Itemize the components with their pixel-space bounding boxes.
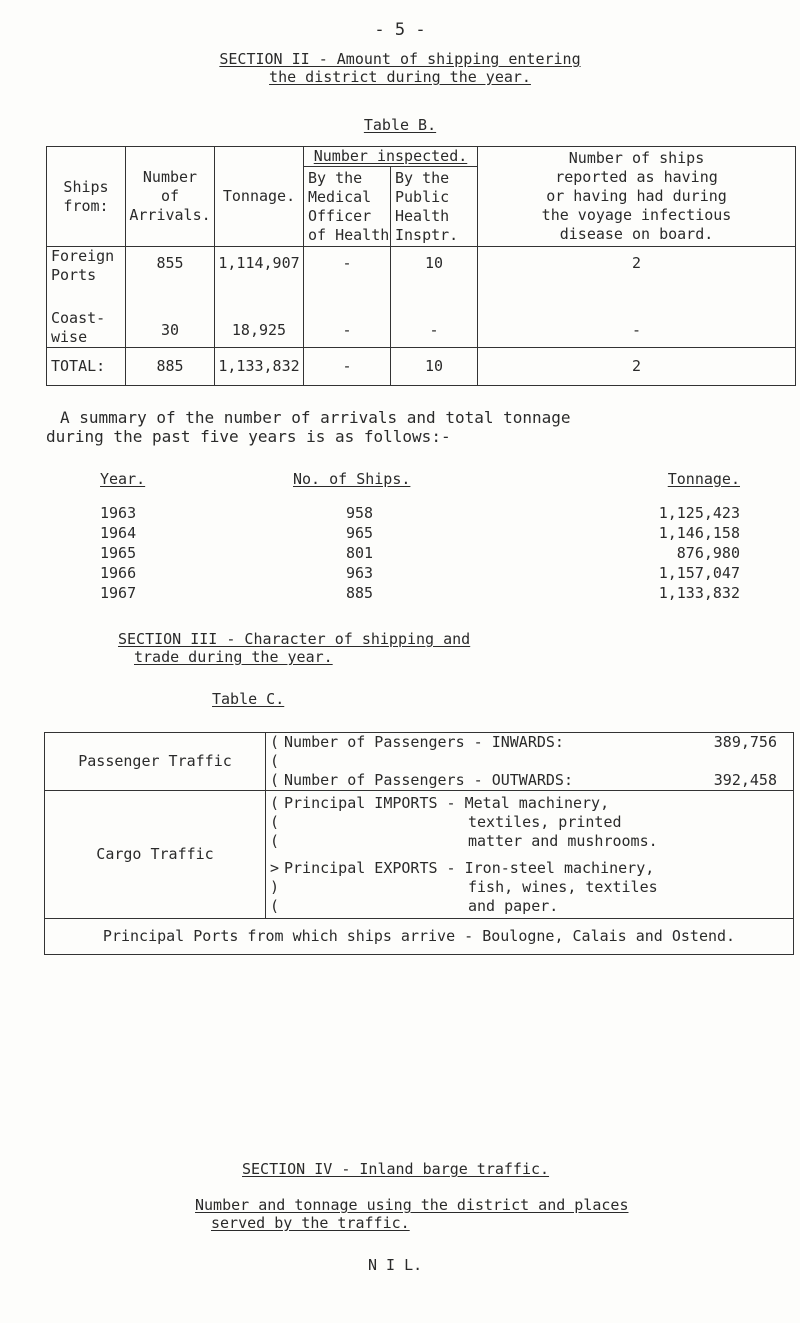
summary-header-row: [100, 470, 740, 494]
cell-text: -: [342, 321, 352, 339]
summary-ships: 965: [346, 524, 374, 542]
cell-text: 2: [631, 254, 642, 272]
exports-line: and paper.: [468, 896, 559, 915]
cargo-values: ( Principal IMPORTS - Metal machinery, ( textiles, printed ( matter and mushrooms. > Principal EXPORTS - Iron-steel machinery, ) fish, wines, textiles ( and paper.: [266, 791, 794, 919]
passenger-label: Passenger Traffic: [45, 733, 266, 791]
summary-year: 1966: [100, 564, 137, 582]
header-text: Insptr.: [395, 225, 459, 244]
section2-heading: [0, 50, 800, 86]
summary-tonnage: 1,157,047: [658, 564, 740, 582]
summary-rows: [100, 504, 740, 604]
summary-row: [100, 524, 740, 544]
header-text: By the: [395, 168, 450, 187]
summary-header-ships: No. of Ships.: [293, 470, 411, 488]
cell-infectious: [478, 247, 796, 348]
summary-row: [100, 544, 740, 564]
passenger-values: ( Number of Passengers - INWARDS: 389,756 ( ( Number of Passengers - OUTWARDS: 392,458: [266, 733, 794, 791]
header-text: Number: [142, 168, 198, 186]
summary-ships: 801: [346, 544, 374, 562]
ports-text: Principal Ports from which ships arrive - Boulogne, Calais and Ostend.: [45, 919, 794, 955]
section4-heading: SECTION IV - Inland barge traffic.: [242, 1160, 550, 1178]
summary-row: [100, 504, 740, 524]
cell-text: -: [429, 321, 439, 339]
passenger-outwards-value: 392,458: [713, 771, 777, 789]
cell-text: 18,925: [231, 321, 287, 339]
section4-nil: N I L.: [368, 1256, 423, 1274]
cell-mo: [304, 247, 391, 348]
passenger-row: [45, 733, 794, 791]
cell-text: 855: [156, 254, 184, 272]
summary-year: 1963: [100, 504, 137, 522]
summary-tonnage: 1,146,158: [658, 524, 740, 542]
cell-text: wise: [51, 328, 88, 346]
cell-total-arrivals: 885: [126, 348, 215, 386]
summary-paragraph: [46, 408, 796, 446]
cell-phi: [391, 247, 478, 348]
summary-header-year: Year.: [100, 470, 146, 488]
summary-year: 1967: [100, 584, 137, 602]
cell-total-label: TOTAL:: [47, 348, 126, 386]
header-by-phi: [391, 167, 478, 247]
exports-line: fish, wines, textiles: [468, 877, 658, 896]
summary-year: 1965: [100, 544, 137, 562]
header-arrivals: [126, 147, 215, 247]
summary-line2: during the past five years is as follows:-: [46, 427, 451, 446]
section4-subheading-line2: served by the traffic.: [211, 1214, 410, 1232]
header-text: Ships: [63, 177, 109, 196]
section4-subheading-line1: Number and tonnage using the district and places: [195, 1196, 629, 1214]
summary-table: [100, 470, 740, 604]
header-tonnage: Tonnage.: [215, 147, 304, 247]
summary-tonnage: 1,133,832: [658, 584, 740, 602]
cargo-row: [45, 791, 794, 919]
section3-heading-line2: trade during the year.: [134, 648, 333, 666]
header-text: Number of ships: [568, 149, 705, 167]
summary-year: 1964: [100, 524, 137, 542]
cell-text: 10: [424, 254, 444, 272]
cell-text: Foreign: [51, 247, 115, 265]
table-b: [46, 146, 796, 386]
table-b-label: Table B.: [363, 116, 437, 134]
cell-text: -: [342, 254, 352, 272]
cell-total-tonnage: 1,133,832: [215, 348, 304, 386]
table-row-total: [47, 348, 796, 386]
summary-tonnage: 1,125,423: [658, 504, 740, 522]
header-text: disease on board.: [559, 225, 714, 243]
header-number-inspected: Number inspected.: [304, 147, 478, 167]
cell-text: Ports: [51, 266, 97, 284]
imports-line: textiles, printed: [468, 812, 622, 831]
cell-total-phi: 10: [391, 348, 478, 386]
header-text: Arrivals.: [129, 206, 211, 224]
header-text: the voyage infectious: [541, 206, 732, 224]
cell-tonnage: [215, 247, 304, 348]
summary-line1: A summary of the number of arrivals and total tonnage: [60, 408, 571, 427]
header-text: reported as having: [555, 168, 718, 186]
summary-ships: 963: [346, 564, 374, 582]
cell-text: Coast-: [51, 309, 106, 327]
passenger-outwards-label: Number of Passengers - OUTWARDS:: [284, 771, 573, 789]
header-text: of: [160, 187, 180, 205]
cargo-label: Cargo Traffic: [45, 791, 266, 919]
cell-total-mo: -: [304, 348, 391, 386]
section2-heading-line2: the district during the year.: [269, 68, 531, 86]
passenger-inwards-label: Number of Passengers - INWARDS:: [284, 733, 564, 751]
imports-line: matter and mushrooms.: [468, 831, 658, 850]
cell-text: -: [631, 321, 642, 339]
summary-row: [100, 564, 740, 584]
header-text: Health: [395, 206, 450, 225]
cell-text: 1,114,907: [218, 254, 300, 272]
header-text: from:: [63, 196, 109, 215]
header-text: Officer: [308, 206, 372, 225]
cell-from: [47, 247, 126, 348]
header-text: or having had during: [546, 187, 727, 205]
header-text: of Health: [308, 225, 390, 244]
exports-line: Principal EXPORTS - Iron-steel machinery,: [284, 858, 655, 877]
table-row-foreign-coast: [47, 247, 796, 348]
header-infectious: [478, 147, 796, 247]
summary-ships: 885: [346, 584, 374, 602]
ports-row: [45, 919, 794, 955]
cell-arrivals: [126, 247, 215, 348]
summary-row: [100, 584, 740, 604]
header-by-mo: [304, 167, 391, 247]
table-c: [44, 732, 794, 955]
cell-total-infectious: 2: [478, 348, 796, 386]
cell-text: 30: [160, 321, 180, 339]
imports-line: Principal IMPORTS - Metal machinery,: [284, 793, 610, 812]
summary-header-tonnage: Tonnage.: [667, 470, 740, 488]
page-number: - 5 -: [374, 20, 426, 40]
header-text: By the: [308, 168, 363, 187]
summary-ships: 958: [346, 504, 374, 522]
section4-subheading: [195, 1196, 628, 1232]
section2-heading-line1: SECTION II - Amount of shipping entering: [219, 50, 581, 68]
header-text: Medical: [308, 187, 372, 206]
section3-heading: [118, 630, 470, 666]
section3-heading-line1: SECTION III - Character of shipping and: [118, 630, 471, 648]
table-c-label: Table C.: [212, 690, 285, 708]
summary-tonnage: 876,980: [676, 544, 740, 562]
header-ships-from: [47, 147, 126, 247]
header-text: Public: [395, 187, 450, 206]
passenger-inwards-value: 389,756: [713, 733, 777, 751]
